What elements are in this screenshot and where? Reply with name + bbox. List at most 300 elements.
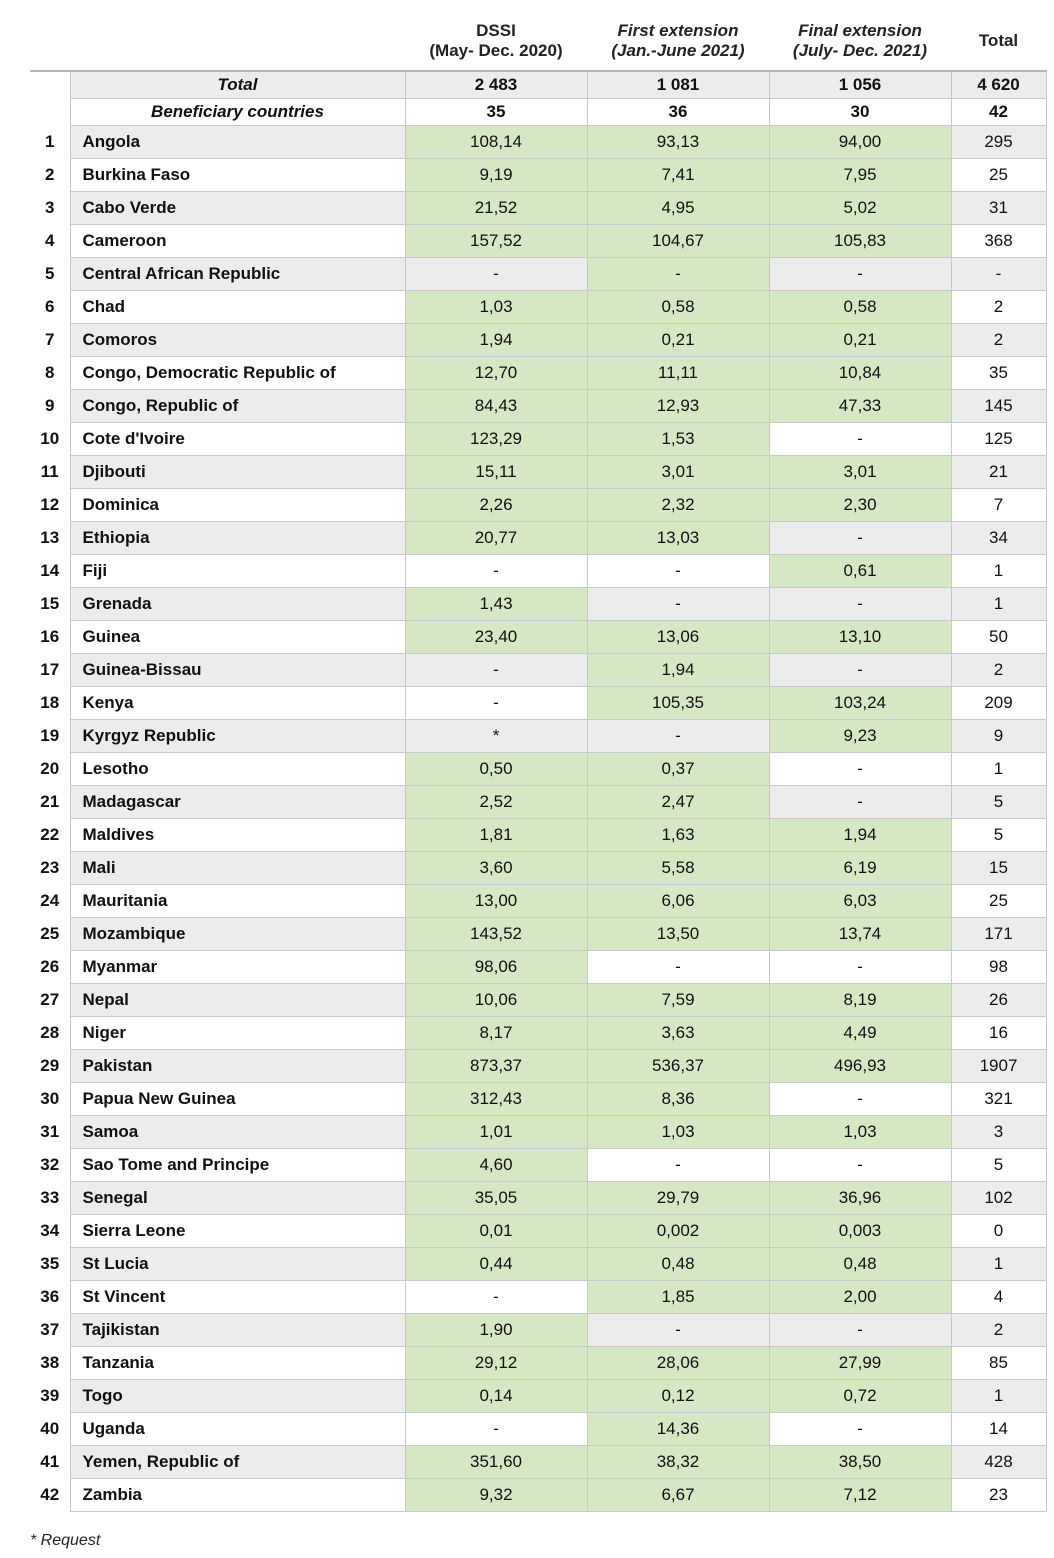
table-row [30,390,1046,423]
final-extension-value: - [769,588,951,621]
dssi-value: - [405,654,587,687]
dssi-value: - [405,1281,587,1314]
row-total: 35 [951,357,1046,390]
first-extension-value: 12,93 [587,390,769,423]
dssi-value: 312,43 [405,1083,587,1116]
first-extension-value: 1,63 [587,819,769,852]
row-total: 14 [951,1413,1046,1446]
dssi-value: 873,37 [405,1050,587,1083]
row-number: 41 [30,1446,70,1479]
row-total: 1907 [951,1050,1046,1083]
table-row [30,1149,1046,1182]
table-row [30,1017,1046,1050]
dssi-value: * [405,720,587,753]
row-total: 102 [951,1182,1046,1215]
row-total: - [951,258,1046,291]
country-name: Kenya [70,687,405,720]
first-extension-value: - [587,951,769,984]
summary-label: Total [70,71,405,99]
row-number: 24 [30,885,70,918]
summary-row-countries [30,99,1046,126]
first-extension-value: 0,58 [587,291,769,324]
row-number: 42 [30,1479,70,1512]
final-extension-value: 496,93 [769,1050,951,1083]
final-extension-value: 13,10 [769,621,951,654]
table-row [30,225,1046,258]
final-extension-value: 1,03 [769,1116,951,1149]
table-row [30,291,1046,324]
dssi-value: - [405,687,587,720]
header-total: Total [951,12,1046,71]
final-extension-value: 8,19 [769,984,951,1017]
dssi-value: 1,81 [405,819,587,852]
final-extension-value: - [769,1413,951,1446]
row-total: 2 [951,324,1046,357]
table-row [30,1479,1046,1512]
first-extension-value: 5,58 [587,852,769,885]
dssi-value: 21,52 [405,192,587,225]
country-name: Sierra Leone [70,1215,405,1248]
row-total: 15 [951,852,1046,885]
table-row [30,1083,1046,1116]
dssi-value: 143,52 [405,918,587,951]
dssi-value: 0,50 [405,753,587,786]
first-extension-value: 0,002 [587,1215,769,1248]
table-row [30,423,1046,456]
row-number: 11 [30,456,70,489]
row-number: 15 [30,588,70,621]
table-body [30,71,1046,1512]
dssi-value: 108,14 [405,126,587,159]
header-dssi [405,12,587,71]
table-row [30,753,1046,786]
first-extension-value: 2,32 [587,489,769,522]
row-total: 25 [951,885,1046,918]
dssi-value: 29,12 [405,1347,587,1380]
row-number: 13 [30,522,70,555]
final-extension-value: 13,74 [769,918,951,951]
row-number: 26 [30,951,70,984]
row-total: 2 [951,1314,1046,1347]
final-extension-value: 36,96 [769,1182,951,1215]
row-number: 29 [30,1050,70,1083]
country-name: Ethiopia [70,522,405,555]
table-header [30,12,1046,71]
country-name: Dominica [70,489,405,522]
row-number: 39 [30,1380,70,1413]
country-name: Maldives [70,819,405,852]
summary-final: 1 056 [769,71,951,99]
first-extension-value: 93,13 [587,126,769,159]
row-number: 12 [30,489,70,522]
dssi-value: 12,70 [405,357,587,390]
row-total: 5 [951,786,1046,819]
country-name: Angola [70,126,405,159]
dssi-value: 1,01 [405,1116,587,1149]
country-name: Yemen, Republic of [70,1446,405,1479]
country-name: Comoros [70,324,405,357]
summary-total: 42 [951,99,1046,126]
dssi-value: 0,01 [405,1215,587,1248]
dssi-value: 1,43 [405,588,587,621]
row-total: 9 [951,720,1046,753]
table-row [30,852,1046,885]
country-name: Kyrgyz Republic [70,720,405,753]
country-name: Congo, Democratic Republic of [70,357,405,390]
first-extension-value: 29,79 [587,1182,769,1215]
final-extension-value: 2,30 [769,489,951,522]
row-total: 5 [951,1149,1046,1182]
table-row [30,1215,1046,1248]
first-extension-value: 1,94 [587,654,769,687]
table-row [30,720,1046,753]
row-number: 21 [30,786,70,819]
final-extension-value: 0,61 [769,555,951,588]
table-row [30,984,1046,1017]
first-extension-value: 1,85 [587,1281,769,1314]
final-extension-value: - [769,951,951,984]
first-extension-value: 14,36 [587,1413,769,1446]
summary-dssi: 2 483 [405,71,587,99]
dssi-value: 20,77 [405,522,587,555]
header-blank-num [30,12,70,71]
final-extension-value: - [769,258,951,291]
first-extension-value: 7,59 [587,984,769,1017]
row-number: 20 [30,753,70,786]
row-total: 85 [951,1347,1046,1380]
final-extension-value: - [769,654,951,687]
country-name: Zambia [70,1479,405,1512]
table-row [30,258,1046,291]
country-name: Togo [70,1380,405,1413]
country-name: Cameroon [70,225,405,258]
dssi-value: 15,11 [405,456,587,489]
row-number: 2 [30,159,70,192]
row-total: 34 [951,522,1046,555]
summary-dssi: 35 [405,99,587,126]
dssi-value: 3,60 [405,852,587,885]
final-extension-value: - [769,1149,951,1182]
country-name: Cote d'Ivoire [70,423,405,456]
table-row [30,159,1046,192]
row-number: 34 [30,1215,70,1248]
final-extension-value: 4,49 [769,1017,951,1050]
final-extension-value: 5,02 [769,192,951,225]
row-number: 5 [30,258,70,291]
first-extension-value: 536,37 [587,1050,769,1083]
dssi-value: 23,40 [405,621,587,654]
dssi-value: 84,43 [405,390,587,423]
row-number: 37 [30,1314,70,1347]
row-number: 27 [30,984,70,1017]
final-extension-value: - [769,522,951,555]
country-name: Lesotho [70,753,405,786]
row-number: 3 [30,192,70,225]
row-total: 1 [951,588,1046,621]
row-number: 18 [30,687,70,720]
country-name: Samoa [70,1116,405,1149]
header-dssi-period: (May- Dec. 2020) [429,41,563,60]
table-row [30,654,1046,687]
row-total: 50 [951,621,1046,654]
country-name: Pakistan [70,1050,405,1083]
country-name: Mali [70,852,405,885]
first-extension-value: - [587,720,769,753]
dssi-value: 2,52 [405,786,587,819]
table-row [30,1248,1046,1281]
final-extension-value: - [769,1083,951,1116]
footnote: * Request [30,1532,101,1549]
final-extension-value: - [769,753,951,786]
summary-total: 4 620 [951,71,1046,99]
table-row [30,621,1046,654]
header-blank-name [70,12,405,71]
row-total: 1 [951,1380,1046,1413]
table-row [30,1446,1046,1479]
final-extension-value: - [769,786,951,819]
row-total: 368 [951,225,1046,258]
dssi-value: - [405,258,587,291]
row-number: 7 [30,324,70,357]
table-row [30,456,1046,489]
country-name: Cabo Verde [70,192,405,225]
first-extension-value: 13,03 [587,522,769,555]
row-total: 145 [951,390,1046,423]
country-name: Burkina Faso [70,159,405,192]
table-row [30,324,1046,357]
first-extension-value: 0,12 [587,1380,769,1413]
final-extension-value: 0,72 [769,1380,951,1413]
first-extension-value: - [587,258,769,291]
table-row [30,1413,1046,1446]
country-name: St Lucia [70,1248,405,1281]
final-extension-value: - [769,423,951,456]
summary-first: 1 081 [587,71,769,99]
dssi-value: 351,60 [405,1446,587,1479]
final-extension-value: 27,99 [769,1347,951,1380]
row-total: 7 [951,489,1046,522]
first-extension-value: 28,06 [587,1347,769,1380]
first-extension-value: 13,50 [587,918,769,951]
row-total: 125 [951,423,1046,456]
country-name: Mauritania [70,885,405,918]
dssi-table [30,12,1047,1512]
country-name: Chad [70,291,405,324]
final-extension-value: 3,01 [769,456,951,489]
country-name: Tajikistan [70,1314,405,1347]
row-number: 19 [30,720,70,753]
dssi-value: 8,17 [405,1017,587,1050]
first-extension-value: 104,67 [587,225,769,258]
summary-final: 30 [769,99,951,126]
final-extension-value: 0,58 [769,291,951,324]
table-row [30,1347,1046,1380]
first-extension-value: - [587,1149,769,1182]
row-number: 4 [30,225,70,258]
row-total: 3 [951,1116,1046,1149]
first-extension-value: - [587,1314,769,1347]
country-name: Fiji [70,555,405,588]
dssi-value: - [405,555,587,588]
row-number: 31 [30,1116,70,1149]
dssi-value: - [405,1413,587,1446]
row-number: 38 [30,1347,70,1380]
row-total: 2 [951,291,1046,324]
row-total: 23 [951,1479,1046,1512]
dssi-value: 1,03 [405,291,587,324]
country-name: Uganda [70,1413,405,1446]
row-total: 31 [951,192,1046,225]
first-extension-value: 13,06 [587,621,769,654]
header-first-period: (Jan.-June 2021) [611,41,745,60]
country-name: Senegal [70,1182,405,1215]
first-extension-value: 3,63 [587,1017,769,1050]
final-extension-value: 10,84 [769,357,951,390]
table-row [30,1116,1046,1149]
summary-num-blank [30,99,70,126]
row-number: 1 [30,126,70,159]
dssi-value: 1,90 [405,1314,587,1347]
dssi-value: 157,52 [405,225,587,258]
row-number: 8 [30,357,70,390]
table-row [30,555,1046,588]
final-extension-value: - [769,1314,951,1347]
summary-label: Beneficiary countries [70,99,405,126]
row-total: 16 [951,1017,1046,1050]
first-extension-value: 2,47 [587,786,769,819]
row-total: 21 [951,456,1046,489]
row-total: 428 [951,1446,1046,1479]
table-row [30,357,1046,390]
dssi-value: 9,19 [405,159,587,192]
country-name: Madagascar [70,786,405,819]
final-extension-value: 0,21 [769,324,951,357]
table-row [30,1314,1046,1347]
table-row [30,192,1046,225]
dssi-value: 2,26 [405,489,587,522]
header-final-title: Final extension [798,21,922,40]
country-name: Tanzania [70,1347,405,1380]
country-name: Djibouti [70,456,405,489]
first-extension-value: 0,48 [587,1248,769,1281]
first-extension-value: 0,37 [587,753,769,786]
first-extension-value: 38,32 [587,1446,769,1479]
row-number: 35 [30,1248,70,1281]
dssi-value: 0,44 [405,1248,587,1281]
dssi-value: 9,32 [405,1479,587,1512]
first-extension-value: 1,03 [587,1116,769,1149]
table-row [30,1281,1046,1314]
row-number: 33 [30,1182,70,1215]
final-extension-value: 6,03 [769,885,951,918]
dssi-value: 35,05 [405,1182,587,1215]
row-total: 4 [951,1281,1046,1314]
table-row [30,489,1046,522]
table-row [30,819,1046,852]
row-number: 17 [30,654,70,687]
summary-num-blank [30,71,70,99]
header-first-title: First extension [617,21,739,40]
first-extension-value: 105,35 [587,687,769,720]
row-total: 321 [951,1083,1046,1116]
row-number: 16 [30,621,70,654]
first-extension-value: 7,41 [587,159,769,192]
row-total: 209 [951,687,1046,720]
row-number: 22 [30,819,70,852]
final-extension-value: 2,00 [769,1281,951,1314]
country-name: Guinea-Bissau [70,654,405,687]
table-row [30,885,1046,918]
row-total: 25 [951,159,1046,192]
table-row [30,786,1046,819]
dssi-value: 1,94 [405,324,587,357]
country-name: Central African Republic [70,258,405,291]
row-total: 171 [951,918,1046,951]
table-row [30,1050,1046,1083]
country-name: Myanmar [70,951,405,984]
first-extension-value: 11,11 [587,357,769,390]
first-extension-value: - [587,588,769,621]
row-number: 6 [30,291,70,324]
summary-first: 36 [587,99,769,126]
row-number: 36 [30,1281,70,1314]
country-name: Papua New Guinea [70,1083,405,1116]
row-number: 10 [30,423,70,456]
first-extension-value: 8,36 [587,1083,769,1116]
header-final-period: (July- Dec. 2021) [792,41,928,60]
final-extension-value: 103,24 [769,687,951,720]
first-extension-value: 6,06 [587,885,769,918]
country-name: Nepal [70,984,405,1017]
header-final-extension [769,12,951,71]
table-row [30,918,1046,951]
row-total: 1 [951,555,1046,588]
row-number: 30 [30,1083,70,1116]
final-extension-value: 1,94 [769,819,951,852]
final-extension-value: 7,12 [769,1479,951,1512]
country-name: Guinea [70,621,405,654]
row-number: 40 [30,1413,70,1446]
dssi-value: 98,06 [405,951,587,984]
row-total: 295 [951,126,1046,159]
final-extension-value: 47,33 [769,390,951,423]
final-extension-value: 94,00 [769,126,951,159]
dssi-value: 10,06 [405,984,587,1017]
header-dssi-title: DSSI [476,21,516,40]
row-number: 23 [30,852,70,885]
country-name: Sao Tome and Principe [70,1149,405,1182]
country-name: Niger [70,1017,405,1050]
final-extension-value: 38,50 [769,1446,951,1479]
summary-row-total [30,71,1046,99]
row-total: 1 [951,1248,1046,1281]
dssi-value: 0,14 [405,1380,587,1413]
first-extension-value: 0,21 [587,324,769,357]
first-extension-value: 3,01 [587,456,769,489]
header-first-extension [587,12,769,71]
first-extension-value: 6,67 [587,1479,769,1512]
country-name: St Vincent [70,1281,405,1314]
dssi-value: 13,00 [405,885,587,918]
table-row [30,1182,1046,1215]
row-number: 14 [30,555,70,588]
country-name: Congo, Republic of [70,390,405,423]
row-number: 32 [30,1149,70,1182]
row-number: 25 [30,918,70,951]
final-extension-value: 9,23 [769,720,951,753]
row-total: 0 [951,1215,1046,1248]
first-extension-value: 1,53 [587,423,769,456]
